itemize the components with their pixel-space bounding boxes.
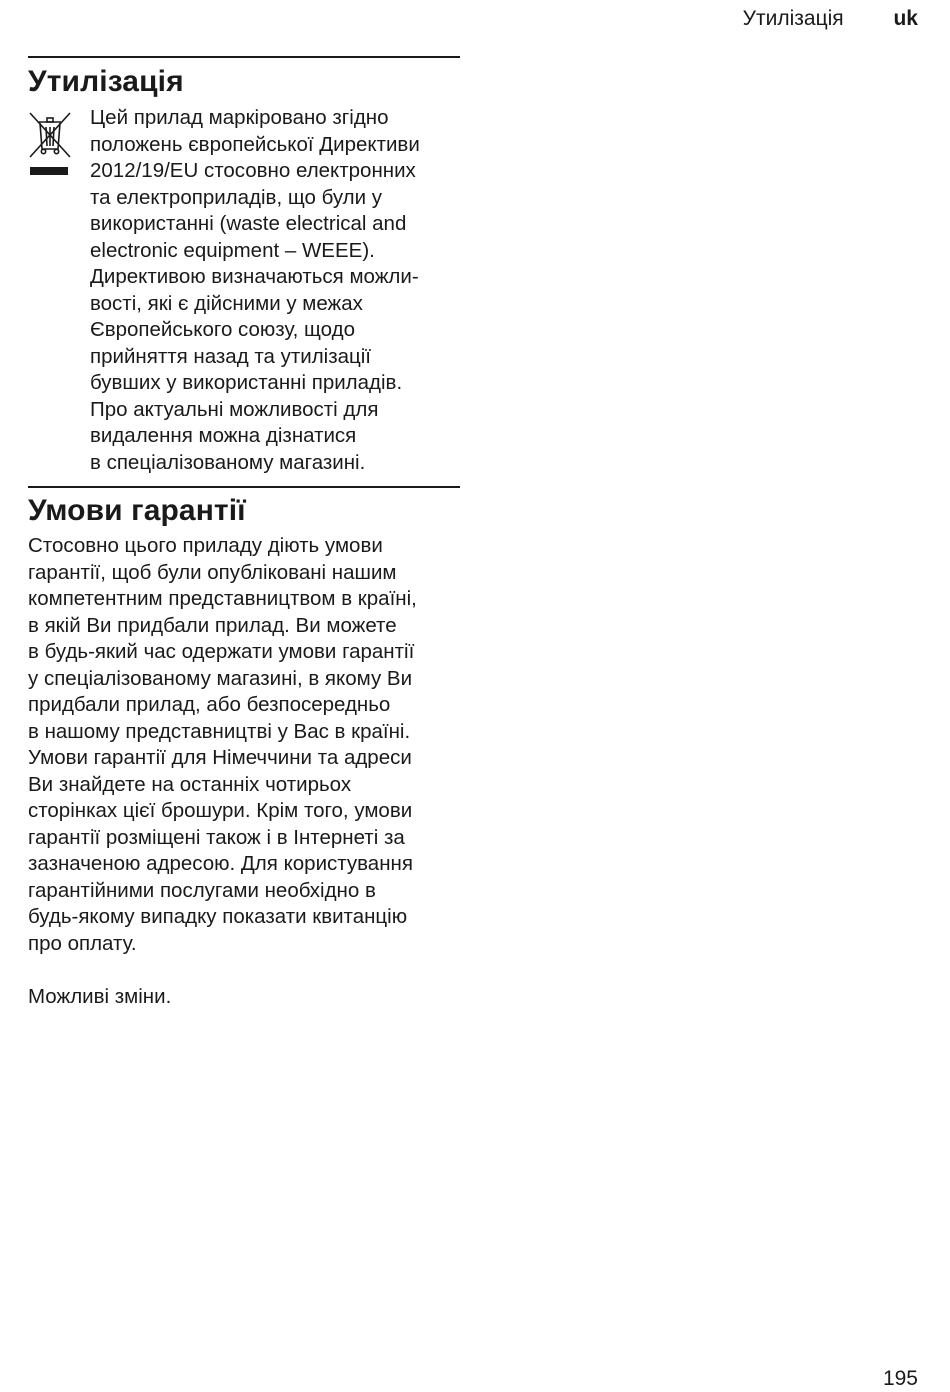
section-divider bbox=[28, 486, 460, 488]
running-header bbox=[743, 6, 918, 32]
page-number: 195 bbox=[882, 1367, 918, 1390]
warranty-text: Стосовно цього приладу діють умови гарантії, щоб були опубліковані нашим компетентним представництвом в країні, в якій Ви придбали прилад. Ви можете в будь-який час одержати умови гарантії у спеціалізованому магазині, в якому Ви придбали прилад, або безпосередньо в нашому представництві у Вас в країні. Умови гарантії для Німеччини та адреси Ви знайдете на останніх чотирьох сторінках цієї брошури. Крім того, умови гарантії розміщені також і в Інтернеті за зазначеною адресою. Для користування гарантійними послугами необхідно в будь-якому випадку показати квитанцію про оплату. bbox=[28, 534, 417, 955]
disposal-text: Цей прилад маркіровано згідно положень європейської Директиви 2012/19/EU стосовно електронних та електроприладів, що були у використанні (waste electrical and electronic equipment – WEEE). Директивою визначаються можли- вості, які є дійсними у межах Європейського союзу, щодо прийняття назад та утилізації бувших у використанні приладів. Про актуальні можливості для видалення можна дізнатися в спеціалізованому магазині. bbox=[90, 106, 420, 474]
header-section-title: Утилізація bbox=[742, 7, 844, 30]
header-language-code: uk bbox=[893, 7, 918, 30]
changes-note: Можливі зміни. bbox=[28, 985, 172, 1008]
section-divider bbox=[28, 56, 460, 58]
disposal-heading: Утилізація bbox=[28, 65, 184, 98]
warranty-heading: Умови гарантії bbox=[28, 494, 246, 527]
weee-crossed-bin-icon bbox=[28, 109, 72, 179]
